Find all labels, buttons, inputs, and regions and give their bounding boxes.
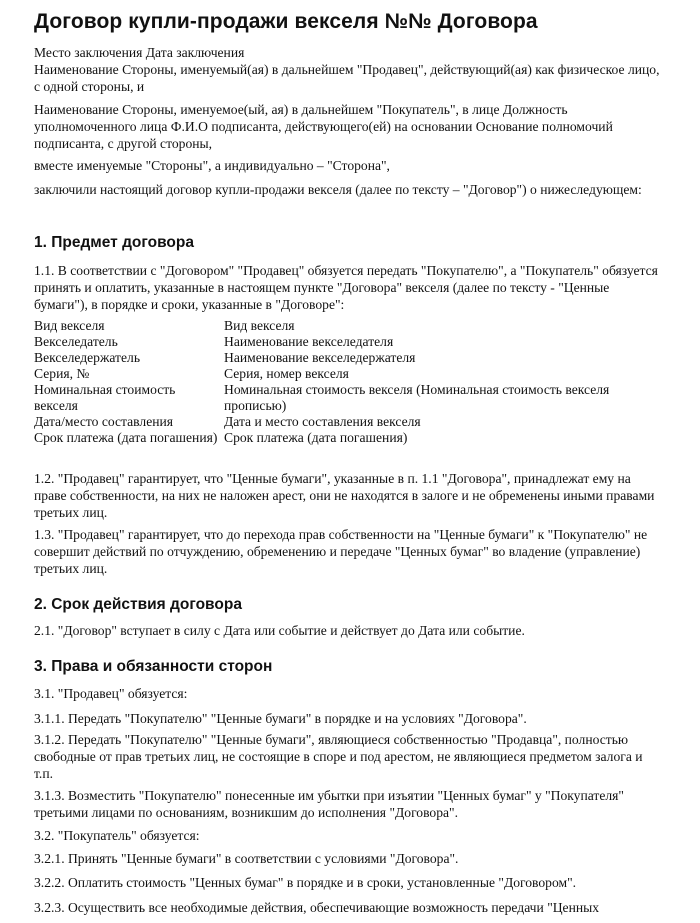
table-value: Номинальная стоимость векселя (Номинальная стоимость векселя прописью) — [224, 382, 610, 413]
clause-3-1: 3.1. "Продавец" обязуется: — [34, 686, 188, 701]
together-paragraph: вместе именуемые "Стороны", а индивидуально – "Сторона", — [34, 158, 390, 173]
clause-3-2: 3.2. "Покупатель" обязуется: — [34, 828, 200, 843]
table-value: Вид векселя — [224, 318, 295, 333]
table-label: Срок платежа (дата погашения) — [34, 430, 218, 445]
clause-2-1: 2.1. "Договор" вступает в силу с Дата или событие и действует до Дата или событие. — [34, 623, 525, 638]
table-value: Дата и место составления векселя — [224, 414, 421, 429]
table-label: Векселедержатель — [34, 350, 141, 365]
clause-3-1-1: 3.1.1. Передать "Покупателю" "Ценные бумаги" в порядке и на условиях "Договора". — [34, 711, 527, 726]
clause-3-2-3: 3.2.3. Осуществить все необходимые действия, обеспечивающие возможность передачи "Ценных — [34, 900, 600, 915]
clause-3-2-2: 3.2.2. Оплатить стоимость "Ценных бумаг" в порядке и в сроки, установленные "Договором". — [34, 875, 577, 890]
clause-3-2-1: 3.2.1. Принять "Ценные бумаги" в соответствии с условиями "Договора". — [34, 851, 459, 866]
table-label: Вид векселя — [34, 318, 105, 333]
clause-3-1-2: 3.1.2. Передать "Покупателю" "Ценные бумаги", являющиеся собственностью "Продавца", полностью свободные от прав третьих лиц, не состоящие в споре и под арестом, не являющиеся предметом залога и т.п. — [34, 732, 643, 781]
place-date-line: Место заключения Дата заключения — [34, 45, 245, 60]
table-label: Векселедатель — [34, 334, 118, 349]
document-title: Договор купли-продажи векселя №№ Договора — [34, 10, 538, 33]
concluded-paragraph: заключили настоящий договор купли-продажи векселя (далее по тексту – "Договор") о нижеследующем: — [34, 182, 642, 197]
seller-paragraph: Наименование Стороны, именуемый(ая) в дальнейшем "Продавец", действующий(ая) как физическое лицо, с одной стороны, и — [34, 62, 660, 94]
table-label: Серия, № — [34, 366, 90, 381]
section-2-heading: 2. Срок действия договора — [34, 596, 242, 613]
table-label: Дата/место составления — [34, 414, 174, 429]
buyer-paragraph: Наименование Стороны, именуемое(ый, ая) в дальнейшем "Покупатель", в лице Должность уполномоченного лица Ф.И.О подписанта, действующего(ей) на основании Основание полномочий подписанта, с другой стороны, — [34, 102, 613, 151]
clause-3-1-3: 3.1.3. Возместить "Покупателю" понесенные им убытки при изъятии "Ценных бумаг" у "Покупателя" третьими лицами по основаниям, возникшим до исполнения "Договора". — [34, 788, 624, 820]
table-value: Наименование векселедержателя — [224, 350, 416, 365]
table-value: Наименование векселедателя — [224, 334, 394, 349]
clause-1-3: 1.3. "Продавец" гарантирует, что до перехода прав собственности на "Ценные бумаги" к "Покупателю" не совершит действий по отчуждению, обременению и передаче "Ценных бумаг" во владение (управление) третьих лиц. — [34, 527, 648, 576]
table-label: Номинальная стоимость векселя — [34, 382, 176, 413]
section-3-heading: 3. Права и обязанности сторон — [34, 658, 273, 675]
table-value: Срок платежа (дата погашения) — [224, 430, 408, 445]
table-value: Серия, номер векселя — [224, 366, 349, 381]
section-1-heading: 1. Предмет договора — [34, 234, 194, 251]
clause-1-1: 1.1. В соответствии с "Договором" "Продавец" обязуется передать "Покупателю", а "Покупатель" обязуется принять и оплатить, указанные в настоящем пункте "Договора" векселя (далее по тексту - "Ценные бумаги"), в порядке и сроки, указанные в "Договоре": — [34, 263, 658, 312]
clause-1-2: 1.2. "Продавец" гарантирует, что "Ценные бумаги", указанные в п. 1.1 "Договора", принадлежат ему на праве собственности, на них не наложен арест, они не находятся в залоге и не обременены иными правами третьих лиц. — [34, 471, 655, 520]
